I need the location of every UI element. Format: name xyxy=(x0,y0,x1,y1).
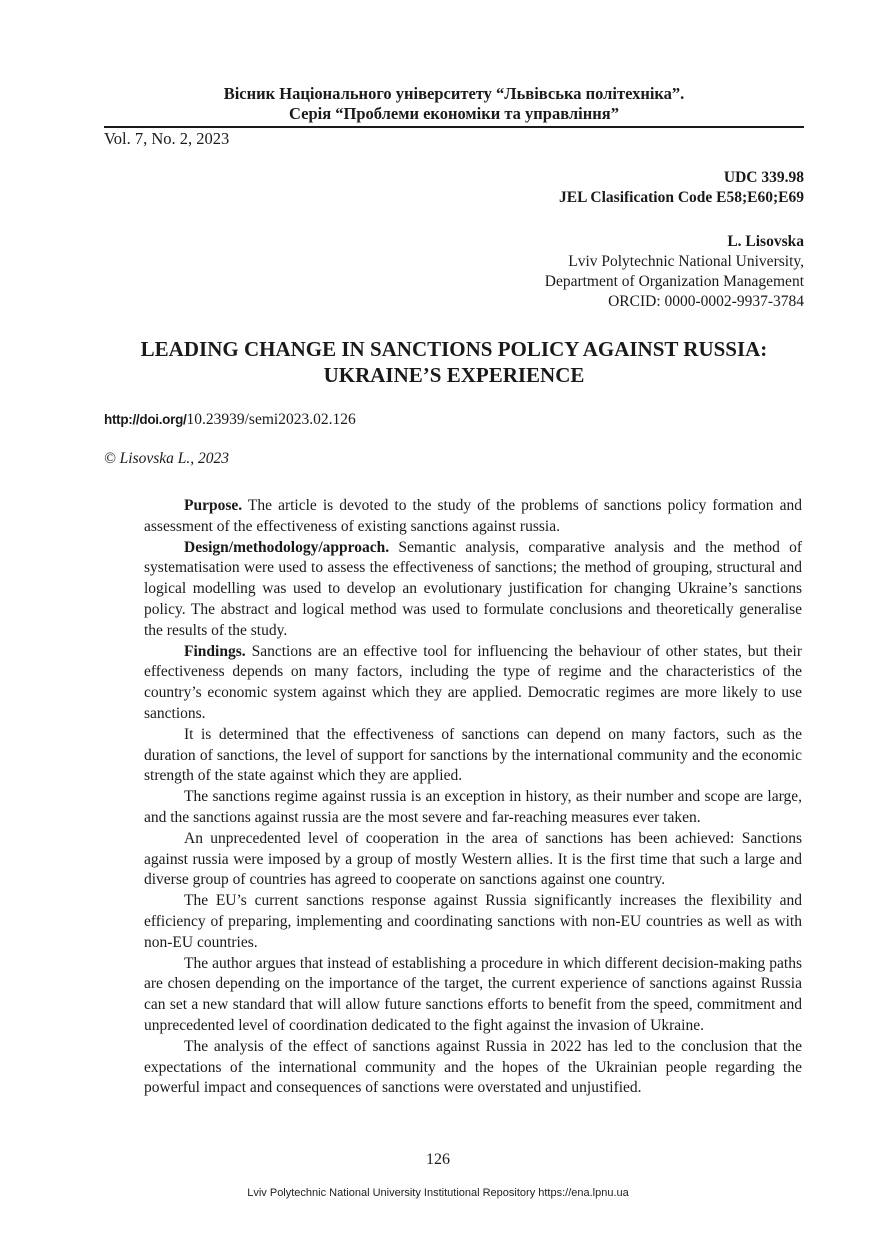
header-divider xyxy=(104,126,804,128)
abstract-text: The article is devoted to the study of the problems of sanctions policy formation and assessment of the effectiveness of existing sanctions against russia. xyxy=(144,497,802,535)
abstract-text: The analysis of the effect of sanctions against Russia in 2022 has led to the conclusion that the expectations of the international community and the hopes of the Ukrainian people regarding the powerful impact and consequences of sanctions were overstated and unjustified. xyxy=(144,1037,802,1097)
abstract-paragraph xyxy=(144,642,802,725)
abstract-text: The author argues that instead of establishing a procedure in which different decision-making paths are chosen depending on the importance of the target, the current experience of sanctions against Russia can set a new standard that will allow future sanctions efforts to benefit from the speed, commitment and unprecedented level of coordination dedicated to the fight against the invasion of Ukraine. xyxy=(144,954,802,1034)
abstract-paragraph xyxy=(144,538,802,642)
abstract-paragraph xyxy=(144,891,802,953)
doi-link[interactable] xyxy=(104,410,356,430)
journal-series: Серія “Проблеми економіки та управління” xyxy=(289,104,619,123)
abstract-paragraph xyxy=(144,725,802,787)
abstract-text: It is determined that the effectiveness of sanctions can depend on many factors, such as the duration of sanctions, the level of support for sanctions by the international community and the economic strength of the state against which they are applied. xyxy=(144,725,802,785)
abstract-text: An unprecedented level of cooperation in the area of sanctions has been achieved: Sanctions against russia were imposed by a group of mostly Western allies. It is the first time that such a large and diverse group of countries has agreed to cooperate on sanctions against one country. xyxy=(144,829,802,889)
author-affiliation: Lviv Polytechnic National University, xyxy=(568,253,804,270)
jel-label: JEL Clasification Code xyxy=(558,189,717,206)
author-name: L. Lisovska xyxy=(727,233,804,250)
abstract-section-label: Findings. xyxy=(184,642,246,660)
abstract-section-label: Design/methodology/approach. xyxy=(184,538,390,556)
author-orcid: ORCID: 0000-0002-9937-3784 xyxy=(608,293,804,310)
abstract-paragraph xyxy=(144,496,802,538)
abstract-paragraph xyxy=(144,1037,802,1099)
abstract-text: Sanctions are an effective tool for influencing the behaviour of other states, but their effectiveness depends on many factors, including the type of regime and the characteristics of the country’s economic system against which they are applied. Democratic regimes are more likely to use sanctions. xyxy=(144,642,802,722)
journal-title: Вісник Національного університету “Львівська політехніка”. xyxy=(223,84,685,103)
repository-footer: Lviv Polytechnic National University Institutional Repository https://ena.lpnu.ua xyxy=(247,1187,629,1199)
abstract-paragraph xyxy=(144,829,802,891)
abstract-text: Semantic analysis, comparative analysis and the method of systematisation were used to assess the effectiveness of sanctions; the method of grouping, structural and logical modelling was used to develop an evolutionary justification for changing Ukraine’s sanctions policy. The abstract and logical method was used to formulate conclusions and theoretically generalise the results of the study. xyxy=(144,538,802,639)
title-line-1: LEADING CHANGE IN SANCTIONS POLICY AGAINST RUSSIA: xyxy=(140,337,768,361)
journal-header xyxy=(104,84,804,124)
classification-block xyxy=(559,168,804,208)
article-title xyxy=(104,336,804,388)
abstract-paragraph xyxy=(144,787,802,829)
jel-code xyxy=(559,188,804,208)
abstract-section-label: Purpose. xyxy=(184,497,243,514)
title-line-2: UKRAINE’S EXPERIENCE xyxy=(323,363,585,387)
volume-info: Vol. 7, No. 2, 2023 xyxy=(104,129,230,148)
author-block xyxy=(545,232,804,312)
abstract xyxy=(144,496,802,1099)
doi-suffix: 10.23939/semi2023.02.126 xyxy=(186,411,356,428)
abstract-text: The EU’s current sanctions response against Russia significantly increases the flexibility and efficiency of preparing, implementing and coordinating sanctions with non-EU countries as well as with non-EU countries. xyxy=(144,892,802,951)
author-department: Department of Organization Management xyxy=(544,273,804,290)
udc-code: UDC 339.98 xyxy=(723,169,804,186)
doi-prefix: http://doi.org/ xyxy=(104,412,187,427)
jel-codes: E58;E60;E69 xyxy=(716,189,804,206)
abstract-text: The sanctions regime against russia is an exception in history, as their number and scope are large, and the sanctions against russia are the most severe and far-reaching measures ever taken. xyxy=(144,788,802,826)
copyright: © Lisovska L., 2023 xyxy=(104,450,230,467)
page-number: 126 xyxy=(426,1151,450,1168)
abstract-paragraph xyxy=(144,954,802,1037)
